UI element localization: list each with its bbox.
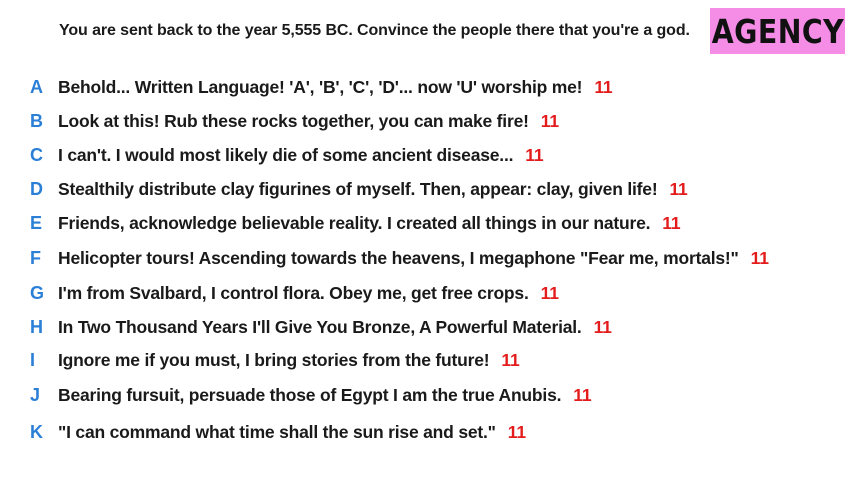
option-letter: K	[30, 421, 43, 442]
option-count: 11	[593, 316, 612, 337]
option-text: Behold... Written Language! 'A', 'B', 'C', 'D'... now 'U' worship me!	[58, 76, 583, 97]
prompt-text: You are sent back to the year 5,555 BC. Convince the people there that you're a god.	[59, 22, 690, 39]
option-count: 11	[540, 110, 559, 131]
option-letter: E	[30, 212, 42, 233]
option-count: 11	[669, 178, 688, 199]
option-text: I can't. I would most likely die of some ancient disease...	[58, 144, 514, 165]
option-text: I'm from Svalbard, I control flora. Obey me, get free crops.	[58, 282, 529, 303]
option-count: 11	[594, 76, 613, 97]
option-letter: B	[30, 110, 43, 131]
agency-badge	[710, 8, 845, 54]
option-letter: A	[30, 76, 43, 97]
option-text: Look at this! Rub these rocks together, you can make fire!	[58, 110, 529, 131]
option-count: 11	[750, 247, 769, 268]
option-letter: G	[30, 282, 44, 303]
option-letter: H	[30, 316, 43, 337]
option-text: Friends, acknowledge believable reality. I created all things in our nature.	[58, 212, 651, 233]
option-letter: F	[30, 247, 41, 268]
option-count: 11	[662, 212, 681, 233]
option-text: Stealthily distribute clay figurines of myself. Then, appear: clay, given life!	[58, 178, 658, 199]
option-text: Helicopter tours! Ascending towards the heavens, I megaphone "Fear me, mortals!"	[58, 247, 739, 268]
option-text: Ignore me if you must, I bring stories from the future!	[58, 349, 490, 370]
option-letter: D	[30, 178, 43, 199]
option-count: 11	[501, 349, 520, 370]
option-letter: I	[30, 349, 35, 370]
option-text: "I can command what time shall the sun rise and set."	[58, 421, 496, 442]
option-count: 11	[573, 384, 592, 405]
badge-label: AGENCY	[711, 11, 844, 51]
option-count: 11	[540, 282, 559, 303]
option-text: In Two Thousand Years I'll Give You Bronze, A Powerful Material.	[58, 316, 582, 337]
option-letter: C	[30, 144, 43, 165]
option-text: Bearing fursuit, persuade those of Egypt I am the true Anubis.	[58, 384, 562, 405]
option-count: 11	[525, 144, 544, 165]
option-count: 11	[507, 421, 526, 442]
option-letter: J	[30, 384, 40, 405]
